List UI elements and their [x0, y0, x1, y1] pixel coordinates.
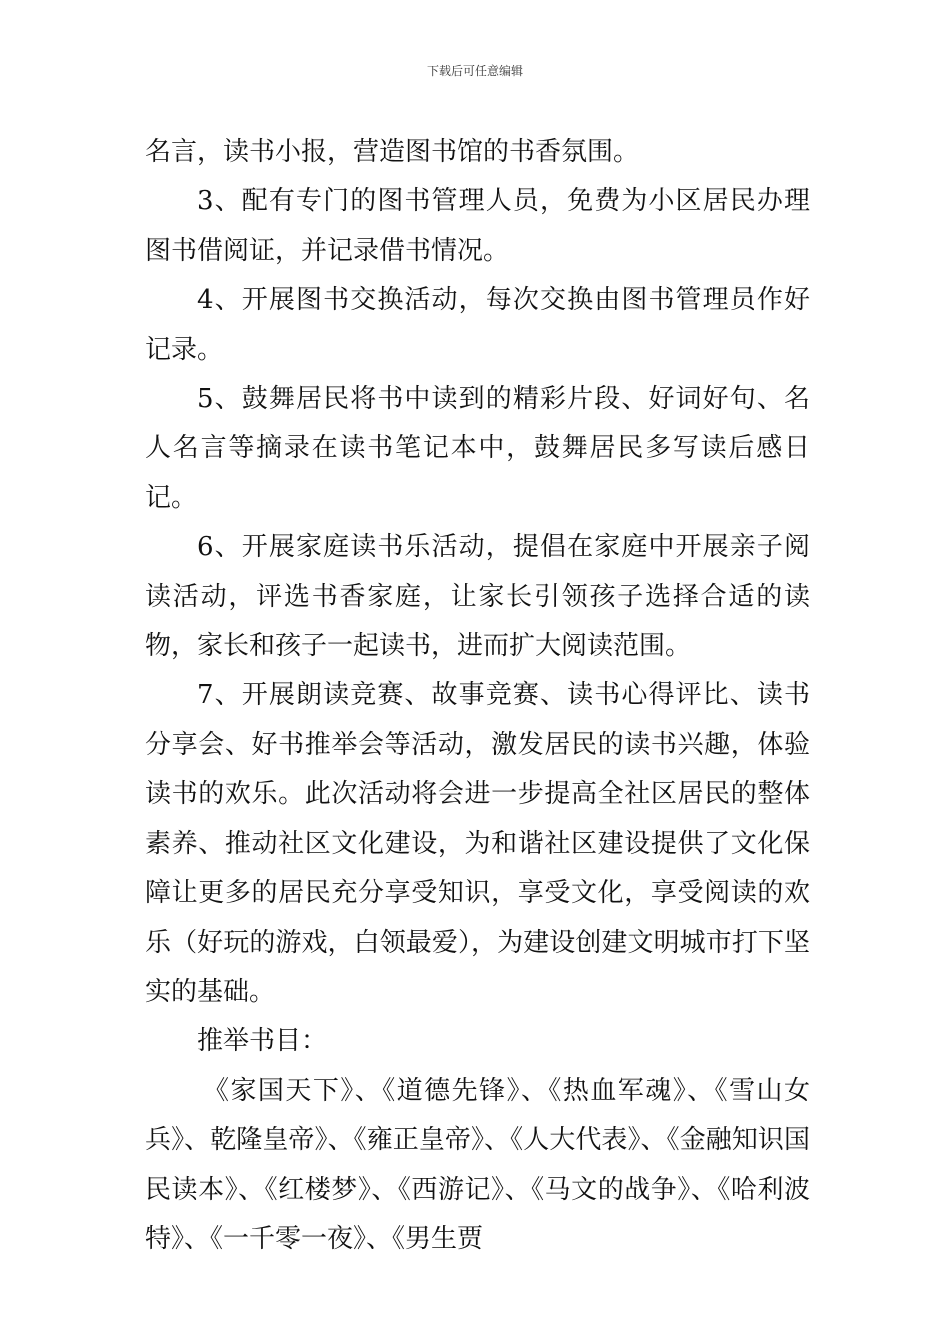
paragraph-item-6: 6、开展家庭读书乐活动，提倡在家庭中开展亲子阅读活动，评选书香家庭，让家长引领孩子选择合适的读物，家长和孩子一起读书，进而扩大阅读范围。 — [145, 532, 810, 662]
recommended-books-heading: 推举书目： — [197, 1026, 328, 1057]
document-body — [145, 128, 810, 1264]
recommended-books-list: 《家国天下》、《道德先锋》、《热血军魂》、《雪山女兵》、乾隆皇帝》、《雍正皇帝》、《人大代表》、《金融知识国民读本》、《红楼梦》、《西游记》、《马文的战争》、《哈利波特》、《一千零一夜》、《男生贾 — [145, 1075, 810, 1254]
paragraph-item-7: 7、开展朗读竞赛、故事竞赛、读书心得评比、读书分享会、好书推举会等活动，激发居民的读书兴趣，体验读书的欢乐。此次活动将会进一步提高全社区居民的整体素养、推动社区文化建设，为和谐社区建设提供了文化保障让更多的居民充分享受知识，享受文化，享受阅读的欢乐（好玩的游戏，白领最爱），为建设创建文明城市打下坚实的基础。 — [145, 680, 810, 1007]
paragraph-item-3: 3、配有专门的图书管理人员，免费为小区居民办理图书借阅证，并记录借书情况。 — [145, 186, 810, 266]
paragraph-item-4: 4、开展图书交换活动，每次交换由图书管理员作好记录。 — [145, 285, 810, 365]
paragraph-item-5: 5、鼓舞居民将书中读到的精彩片段、好词好句、名人名言等摘录在读书笔记本中，鼓舞居民多写读后感日记。 — [145, 384, 810, 513]
page-header: 下载后可任意编辑 — [426, 64, 523, 78]
paragraph-continuation: 名言，读书小报，营造图书馆的书香氛围。 — [145, 137, 640, 167]
